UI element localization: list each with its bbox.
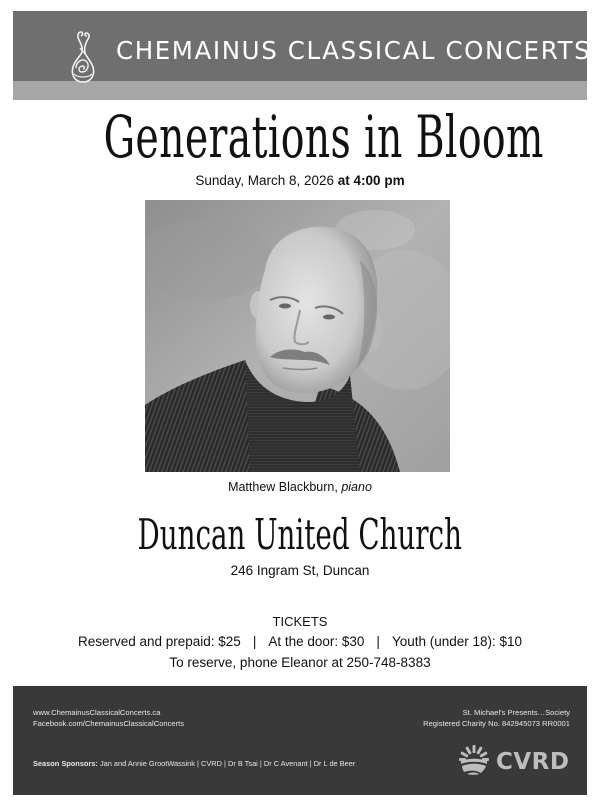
tickets-heading: TICKETS <box>272 614 328 629</box>
header-accent-band <box>13 81 587 100</box>
performer-instrument: piano <box>341 480 372 494</box>
separator: | <box>252 634 257 649</box>
organization-name: CHEMAINUS CLASSICAL CONCERTS <box>116 36 592 65</box>
event-time: 4:00 pm <box>353 173 405 188</box>
presenter-name: St. Michael's Presents…Society <box>462 708 570 717</box>
title-container <box>0 104 600 170</box>
footer-links <box>33 707 184 729</box>
season-sponsors <box>33 759 355 768</box>
sponsors-list: Jan and Annie GrootWassink | CVRD | Dr B Tsai | Dr C Avenant | Dr L de Beer <box>99 759 356 768</box>
cvrd-logo-text: CVRD <box>496 749 570 775</box>
ticket-price-reserved: Reserved and prepaid: $25 <box>77 634 241 649</box>
footer-presenter-info <box>423 707 570 729</box>
sunrise-waves-icon <box>458 744 490 781</box>
performer-name: Matthew Blackburn, <box>228 480 338 494</box>
event-title: Generations in Bloom <box>103 103 544 171</box>
venue-address: 246 Ingram St, Duncan <box>230 563 370 578</box>
cvrd-logo <box>458 746 569 778</box>
separator: | <box>376 634 380 649</box>
treble-clef-flame-logo-icon <box>70 28 96 84</box>
charity-number: Registered Charity No. 842945073 RR0001 <box>423 719 570 728</box>
event-date-time <box>0 173 600 188</box>
event-time-prefix: at <box>337 173 350 188</box>
ticket-price-door: At the door: $30 <box>268 634 365 649</box>
reserve-phone-text: To reserve, phone Eleanor at 250-748-8383 <box>169 655 431 670</box>
venue-name: Duncan United Church <box>137 510 463 559</box>
venue-container <box>0 510 600 560</box>
ticket-prices <box>0 634 600 649</box>
performer-photo <box>145 200 450 472</box>
ticket-price-youth: Youth (under 18): $10 <box>391 634 523 649</box>
event-date: Sunday, March 8, 2026 <box>195 173 334 188</box>
footer <box>13 686 587 795</box>
website-link[interactable]: www.ChemainusClassicalConcerts.ca <box>33 708 161 717</box>
performer-caption <box>0 480 600 494</box>
facebook-link[interactable]: Facebook.com/ChemainusClassicalConcerts <box>33 719 185 728</box>
sponsors-label: Season Sponsors: <box>33 759 98 768</box>
